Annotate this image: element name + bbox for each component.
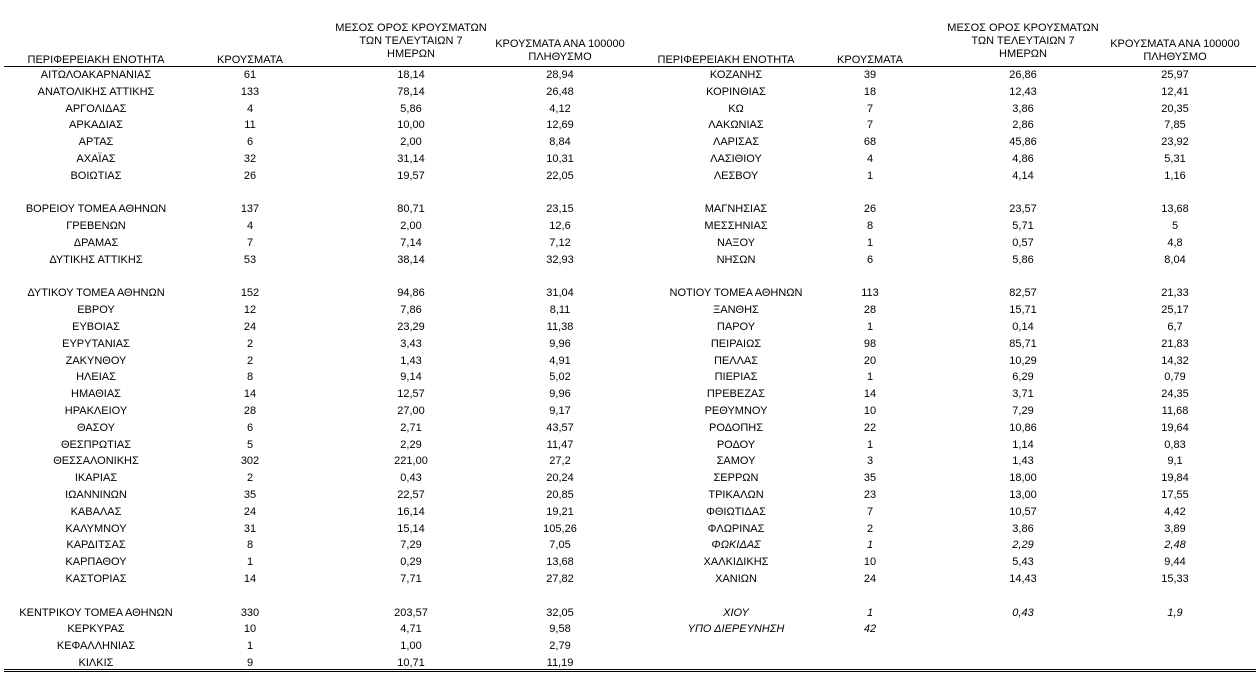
cell-avg7: 1,00: [400, 640, 422, 653]
cell-region: ΡΟΔΟΠΗΣ: [708, 421, 764, 434]
header-avg7-line1: ΜΕΣΟΣ ΟΡΟΣ ΚΡΟΥΣΜΑΤΩΝ: [335, 22, 487, 34]
cell-per100k: 11,38: [546, 320, 574, 333]
cell-cases: 1: [866, 169, 874, 182]
cell-region: ΗΡΑΚΛΕΙΟΥ: [64, 404, 128, 417]
cell-region: ΑΡΓΟΛΙΔΑΣ: [65, 102, 127, 115]
cell-cases: 8: [246, 539, 254, 552]
cell-per100k: 12,41: [1161, 85, 1189, 98]
cell-region: ΙΚΑΡΙΑΣ: [74, 472, 118, 485]
cell-avg7: 3,71: [1012, 388, 1034, 401]
cell-region: ΝΗΣΩΝ: [716, 253, 756, 266]
cell-avg7: 7,71: [400, 572, 422, 585]
cell-region: ΑΡΤΑΣ: [78, 136, 114, 149]
cell-per100k: 7,05: [549, 539, 571, 552]
header-avg7-line3: ΗΜΕΡΩΝ: [387, 48, 435, 60]
cell-cases: 3: [866, 455, 874, 468]
header-per100k-line1: ΚΡΟΥΣΜΑΤΑ ΑΝΑ 100000: [495, 38, 625, 50]
cell-cases: 35: [863, 472, 877, 485]
cell-region: ΚΕΡΚΥΡΑΣ: [67, 623, 125, 636]
cell-cases: 35: [243, 488, 257, 501]
cell-per100k: 28,94: [546, 69, 574, 81]
cell-per100k: 8,84: [549, 136, 571, 149]
cell-per100k: 25,97: [1161, 69, 1189, 81]
cell-cases: 14: [243, 388, 257, 401]
cell-per100k: 23,92: [1161, 136, 1189, 149]
cell-cases: 42: [863, 623, 877, 636]
cell-per100k: 2,48: [1164, 539, 1186, 552]
header-per100k: [475, 38, 645, 64]
cell-region: ΦΛΩΡΙΝΑΣ: [707, 522, 765, 535]
cell-region: ΑΙΤΩΛΟΑΚΑΡΝΑΝΙΑΣ: [40, 69, 152, 81]
cell-region: ΜΑΓΝΗΣΙΑΣ: [704, 203, 768, 216]
cell-cases: 7: [866, 119, 874, 132]
cell-region: ΡΕΘΥΜΝΟΥ: [704, 404, 768, 417]
cell-avg7: 0,29: [400, 556, 422, 569]
cell-cases: 1: [246, 556, 254, 569]
cell-cases: 2: [246, 472, 254, 485]
cell-avg7: 15,71: [1009, 304, 1037, 317]
header-avg7-right-line1: ΜΕΣΟΣ ΟΡΟΣ ΚΡΟΥΣΜΑΤΩΝ: [947, 22, 1099, 34]
cell-avg7: 1,43: [1012, 455, 1034, 468]
cell-region: ΠΡΕΒΕΖΑΣ: [706, 388, 766, 401]
cell-cases: 1: [866, 539, 874, 552]
cell-region: ΘΑΣΟΥ: [76, 421, 116, 434]
cell-region: ΚΑΛΥΜΝΟΥ: [65, 522, 127, 535]
cell-per100k: 6,7: [1167, 320, 1183, 333]
cell-cases: 2: [246, 337, 254, 350]
header-per100k-right-line1: ΚΡΟΥΣΜΑΤΑ ΑΝΑ 100000: [1110, 38, 1240, 50]
cell-region: ΚΑΒΑΛΑΣ: [70, 505, 122, 518]
cell-region: ΔΥΤΙΚΗΣ ΑΤΤΙΚΗΣ: [49, 253, 143, 266]
cell-cases: 28: [863, 304, 877, 317]
cell-avg7: 7,86: [400, 304, 422, 317]
cell-avg7: 2,86: [1012, 119, 1034, 132]
cell-region: ΗΜΑΘΙΑΣ: [71, 388, 121, 401]
cell-region: ΚΑΣΤΟΡΙΑΣ: [65, 572, 127, 585]
cell-per100k: 9,1: [1167, 455, 1183, 468]
cell-cases: 26: [863, 203, 877, 216]
cell-per100k: 1,9: [1167, 606, 1183, 619]
cell-cases: 39: [863, 69, 877, 81]
cell-avg7: 6,29: [1012, 371, 1034, 384]
bottom-rule-double: [4, 671, 1256, 672]
cell-cases: 24: [863, 572, 877, 585]
cell-avg7: 14,43: [1009, 572, 1037, 585]
cell-region: ΚΕΝΤΡΙΚΟΥ ΤΟΜΕΑ ΑΘΗΝΩΝ: [19, 606, 173, 619]
cell-region: ΓΡΕΒΕΝΩΝ: [66, 220, 126, 233]
cell-region: ΜΕΣΣΗΝΙΑΣ: [704, 220, 768, 233]
cell-cases: 4: [246, 220, 254, 233]
cell-avg7: 12,57: [397, 388, 425, 401]
cell-region: ΚΟΖΑΝΗΣ: [709, 69, 763, 81]
cell-region: ΕΥΡΥΤΑΝΙΑΣ: [62, 337, 130, 350]
cell-avg7: 15,14: [397, 522, 425, 535]
cell-avg7: 45,86: [1009, 136, 1037, 149]
cell-cases: 14: [863, 388, 877, 401]
cell-per100k: 31,04: [546, 287, 574, 300]
cell-avg7: 7,29: [1012, 404, 1034, 417]
cell-region: ΧΙΟΥ: [723, 606, 749, 619]
cell-per100k: 9,96: [549, 388, 571, 401]
cell-cases: 10: [863, 556, 877, 569]
cell-region: ΒΟΙΩΤΙΑΣ: [70, 169, 122, 182]
cell-avg7: 5,86: [400, 102, 422, 115]
cell-cases: 61: [243, 69, 257, 81]
cell-cases: 9: [246, 656, 254, 669]
cell-avg7: 18,14: [397, 69, 425, 81]
cell-per100k: 0,83: [1164, 438, 1186, 451]
cell-avg7: 19,57: [397, 169, 425, 182]
cell-region: ΖΑΚΥΝΘΟΥ: [65, 354, 127, 367]
cell-region: ΗΛΕΙΑΣ: [76, 371, 116, 384]
cell-cases: 7: [866, 505, 874, 518]
cell-cases: 6: [246, 136, 254, 149]
cell-cases: 1: [246, 640, 254, 653]
cell-region: ΣΕΡΡΩΝ: [713, 472, 759, 485]
cell-avg7: 7,14: [400, 236, 422, 249]
cell-per100k: 20,35: [1161, 102, 1189, 115]
header-per100k-line2: ΠΛΗΘΥΣΜΟ: [528, 51, 592, 63]
header-avg7-right-line2: ΤΩΝ ΤΕΛΕΥΤΑΙΩΝ 7: [971, 35, 1075, 47]
cell-cases: 23: [863, 488, 877, 501]
cell-per100k: 17,55: [1161, 488, 1189, 501]
cell-avg7: 0,14: [1012, 320, 1034, 333]
cell-avg7: 16,14: [397, 505, 425, 518]
cell-avg7: 0,43: [1012, 606, 1034, 619]
cell-per100k: 13,68: [1161, 203, 1189, 216]
cell-per100k: 12,6: [549, 220, 571, 233]
cell-avg7: 82,57: [1009, 287, 1037, 300]
cell-per100k: 12,69: [546, 119, 574, 132]
cell-region: ΚΑΡΠΑΘΟΥ: [65, 556, 127, 569]
cell-region: ΛΑΚΩΝΙΑΣ: [708, 119, 764, 132]
header-per100k-right: [1090, 38, 1260, 64]
cell-per100k: 3,89: [1164, 522, 1186, 535]
cell-region: ΣΑΜΟΥ: [716, 455, 756, 468]
cell-region: ΧΑΛΚΙΔΙΚΗΣ: [703, 556, 769, 569]
cell-per100k: 2,79: [549, 640, 571, 653]
cell-region: ΚΑΡΔΙΤΣΑΣ: [66, 539, 126, 552]
top-rule: [4, 66, 1256, 67]
cell-cases: 2: [246, 354, 254, 367]
cell-per100k: 5,02: [549, 371, 571, 384]
cell-avg7: 22,57: [397, 488, 425, 501]
header-per100k-right-line2: ΠΛΗΘΥΣΜΟ: [1143, 51, 1207, 63]
header-region-right: ΠΕΡΙΦΕΡΕΙΑΚΗ ΕΝΟΤΗΤΑ: [657, 54, 795, 66]
cell-per100k: 9,58: [549, 623, 571, 636]
cell-per100k: 43,57: [546, 421, 574, 434]
cell-region: ΑΡΚΑΔΙΑΣ: [69, 119, 123, 132]
cell-region: ΦΘΙΩΤΙΔΑΣ: [706, 505, 766, 518]
cell-avg7: 85,71: [1009, 337, 1037, 350]
cell-avg7: 4,71: [400, 623, 422, 636]
cell-cases: 133: [240, 85, 260, 98]
cell-avg7: 23,29: [397, 320, 425, 333]
cell-per100k: 7,12: [549, 236, 571, 249]
cell-avg7: 1,43: [400, 354, 422, 367]
cell-region: ΝΟΤΙΟΥ ΤΟΜΕΑ ΑΘΗΝΩΝ: [669, 287, 803, 300]
cell-region: ΠΕΙΡΑΙΩΣ: [710, 337, 762, 350]
cell-region: ΚΩ: [728, 102, 744, 115]
cell-cases: 1: [866, 438, 874, 451]
cell-cases: 12: [243, 304, 257, 317]
cell-per100k: 4,42: [1164, 505, 1186, 518]
cell-cases: 1: [866, 606, 874, 619]
cell-per100k: 14,32: [1161, 354, 1189, 367]
cell-avg7: 4,86: [1012, 152, 1034, 165]
cell-cases: 26: [243, 169, 257, 182]
cell-avg7: 203,57: [394, 606, 428, 619]
cell-avg7: 10,57: [1009, 505, 1037, 518]
cell-region: ΔΥΤΙΚΟΥ ΤΟΜΕΑ ΑΘΗΝΩΝ: [27, 287, 165, 300]
cell-per100k: 4,91: [549, 354, 571, 367]
header-cases: ΚΡΟΥΣΜΑΤΑ: [217, 54, 283, 66]
cell-avg7: 80,71: [397, 203, 425, 216]
cell-avg7: 27,00: [397, 404, 425, 417]
cell-region: ΥΠΟ ΔΙΕΡΕΥΝΗΣΗ: [687, 623, 785, 636]
cell-region: ΠΙΕΡΙΑΣ: [714, 371, 758, 384]
cell-per100k: 21,83: [1161, 337, 1189, 350]
cell-per100k: 32,05: [546, 606, 574, 619]
cell-region: ΚΕΦΑΛΛΗΝΙΑΣ: [56, 640, 136, 653]
cell-avg7: 38,14: [397, 253, 425, 266]
cell-avg7: 5,43: [1012, 556, 1034, 569]
cell-avg7: 5,71: [1012, 220, 1034, 233]
header-region: ΠΕΡΙΦΕΡΕΙΑΚΗ ΕΝΟΤΗΤΑ: [27, 54, 165, 66]
cell-region: ΒΟΡΕΙΟΥ ΤΟΜΕΑ ΑΘΗΝΩΝ: [25, 203, 167, 216]
cell-per100k: 21,33: [1161, 287, 1189, 300]
cell-avg7: 10,29: [1009, 354, 1037, 367]
cell-per100k: 0,79: [1164, 371, 1186, 384]
cell-cases: 8: [866, 220, 874, 233]
cell-cases: 113: [861, 287, 879, 300]
cell-avg7: 13,00: [1009, 488, 1037, 501]
cell-region: ΛΕΣΒΟΥ: [713, 169, 759, 182]
cell-per100k: 9,17: [549, 404, 571, 417]
cell-cases: 137: [240, 203, 260, 216]
cell-cases: 330: [240, 606, 260, 619]
cell-avg7: 1,14: [1012, 438, 1034, 451]
cell-region: ΡΟΔΟΥ: [716, 438, 756, 451]
cell-cases: 1: [866, 371, 874, 384]
bottom-rule: [4, 669, 1256, 670]
cell-region: ΕΥΒΟΙΑΣ: [72, 320, 120, 333]
cell-avg7: 3,86: [1012, 102, 1034, 115]
cell-region: ΦΩΚΙΔΑΣ: [711, 539, 761, 552]
cell-region: ΧΑΝΙΩΝ: [715, 572, 757, 585]
cell-region: ΞΑΝΘΗΣ: [713, 304, 759, 317]
cell-per100k: 19,84: [1161, 472, 1189, 485]
cell-cases: 4: [866, 152, 874, 165]
cell-cases: 4: [246, 102, 254, 115]
cell-avg7: 221,00: [394, 455, 428, 468]
cell-avg7: 4,14: [1012, 169, 1034, 182]
cell-avg7: 2,00: [400, 220, 422, 233]
cell-cases: 6: [246, 421, 254, 434]
cell-cases: 1: [866, 236, 874, 249]
cell-per100k: 4,8: [1167, 236, 1183, 249]
cell-per100k: 5: [1171, 220, 1179, 233]
cell-cases: 32: [243, 152, 257, 165]
cell-cases: 2: [866, 522, 874, 535]
cell-per100k: 19,21: [546, 505, 574, 518]
cell-per100k: 23,15: [546, 203, 574, 216]
cell-avg7: 78,14: [397, 85, 425, 98]
cell-cases: 10: [243, 623, 257, 636]
cell-per100k: 11,68: [1161, 404, 1189, 417]
cell-avg7: 94,86: [397, 287, 425, 300]
cell-cases: 24: [243, 505, 257, 518]
cell-avg7: 3,86: [1012, 522, 1034, 535]
cell-per100k: 19,64: [1161, 421, 1189, 434]
cell-region: ΝΑΞΟΥ: [717, 236, 755, 249]
cell-per100k: 32,93: [546, 253, 574, 266]
cell-per100k: 105,26: [543, 522, 577, 535]
header-avg7-right-line3: ΗΜΕΡΩΝ: [999, 48, 1047, 60]
cell-per100k: 8,04: [1164, 253, 1186, 266]
cell-per100k: 22,05: [546, 169, 574, 182]
cell-region: ΘΕΣΣΑΛΟΝΙΚΗΣ: [53, 455, 139, 468]
cell-cases: 98: [863, 337, 877, 350]
cell-region: ΘΕΣΠΡΩΤΙΑΣ: [60, 438, 132, 451]
cell-region: ΙΩΑΝΝΙΝΩΝ: [65, 488, 127, 501]
cell-avg7: 0,57: [1012, 236, 1034, 249]
cell-region: ΚΙΛΚΙΣ: [78, 656, 114, 669]
cell-per100k: 4,12: [549, 102, 571, 115]
cell-cases: 6: [866, 253, 874, 266]
cell-per100k: 27,2: [549, 455, 571, 468]
cell-per100k: 9,44: [1164, 556, 1186, 569]
cell-cases: 31: [243, 522, 257, 535]
cell-per100k: 15,33: [1161, 572, 1189, 585]
header-cases-right: ΚΡΟΥΣΜΑΤΑ: [837, 54, 903, 66]
cell-cases: 18: [863, 85, 877, 98]
cell-region: ΔΡΑΜΑΣ: [73, 236, 119, 249]
cell-cases: 7: [866, 102, 874, 115]
cell-cases: 22: [863, 421, 877, 434]
cell-cases: 68: [863, 136, 877, 149]
cell-per100k: 5,31: [1164, 152, 1186, 165]
cell-region: ΛΑΡΙΣΑΣ: [712, 136, 759, 149]
cell-per100k: 13,68: [546, 556, 574, 569]
cell-avg7: 18,00: [1009, 472, 1037, 485]
cell-per100k: 20,85: [546, 488, 574, 501]
cell-cases: 53: [243, 253, 257, 266]
cell-per100k: 11,47: [546, 438, 574, 451]
cell-cases: 20: [863, 354, 877, 367]
cell-per100k: 24,35: [1161, 388, 1189, 401]
cell-per100k: 11,19: [546, 656, 574, 669]
cell-region: ΠΕΛΛΑΣ: [713, 354, 759, 367]
cell-avg7: 3,43: [400, 337, 422, 350]
cell-cases: 8: [246, 371, 254, 384]
cell-per100k: 20,24: [546, 472, 574, 485]
cell-per100k: 26,48: [546, 85, 574, 98]
cell-cases: 28: [243, 404, 257, 417]
cell-cases: 152: [240, 287, 260, 300]
cell-cases: 11: [244, 119, 256, 132]
cell-cases: 14: [243, 572, 257, 585]
cell-avg7: 23,57: [1009, 203, 1037, 216]
cell-region: ΛΑΣΙΘΙΟΥ: [710, 152, 762, 165]
cell-per100k: 9,96: [549, 337, 571, 350]
cell-avg7: 10,86: [1009, 421, 1037, 434]
cell-cases: 302: [240, 455, 260, 468]
cell-cases: 5: [246, 438, 254, 451]
cell-per100k: 10,31: [546, 152, 574, 165]
cell-avg7: 31,14: [397, 152, 425, 165]
cell-region: ΤΡΙΚΑΛΩΝ: [708, 488, 764, 501]
header-avg7-line2: ΤΩΝ ΤΕΛΕΥΤΑΙΩΝ 7: [359, 35, 463, 47]
cell-avg7: 2,29: [1012, 539, 1034, 552]
cell-avg7: 2,29: [400, 438, 422, 451]
cell-cases: 24: [243, 320, 257, 333]
cell-avg7: 10,71: [397, 656, 425, 669]
cell-cases: 10: [863, 404, 877, 417]
cell-per100k: 1,16: [1164, 169, 1186, 182]
cell-avg7: 12,43: [1009, 85, 1037, 98]
cell-region: ΑΧΑΪΑΣ: [76, 152, 116, 165]
cell-avg7: 7,29: [400, 539, 422, 552]
cell-region: ΠΑΡΟΥ: [716, 320, 756, 333]
cell-per100k: 8,11: [549, 304, 571, 317]
cell-per100k: 25,17: [1161, 304, 1189, 317]
cell-avg7: 5,86: [1012, 253, 1034, 266]
cell-cases: 1: [866, 320, 874, 333]
cell-region: ΕΒΡΟΥ: [77, 304, 115, 317]
cell-cases: 7: [246, 236, 254, 249]
cell-avg7: 26,86: [1009, 69, 1037, 81]
cell-per100k: 7,85: [1164, 119, 1186, 132]
cell-avg7: 0,43: [400, 472, 422, 485]
cell-region: ΑΝΑΤΟΛΙΚΗΣ ΑΤΤΙΚΗΣ: [37, 85, 155, 98]
cell-avg7: 9,14: [400, 371, 422, 384]
cell-avg7: 2,71: [400, 421, 422, 434]
cell-avg7: 10,00: [397, 119, 425, 132]
cell-per100k: 27,82: [546, 572, 574, 585]
cell-avg7: 2,00: [400, 136, 422, 149]
cell-region: ΚΟΡΙΝΘΙΑΣ: [706, 85, 766, 98]
